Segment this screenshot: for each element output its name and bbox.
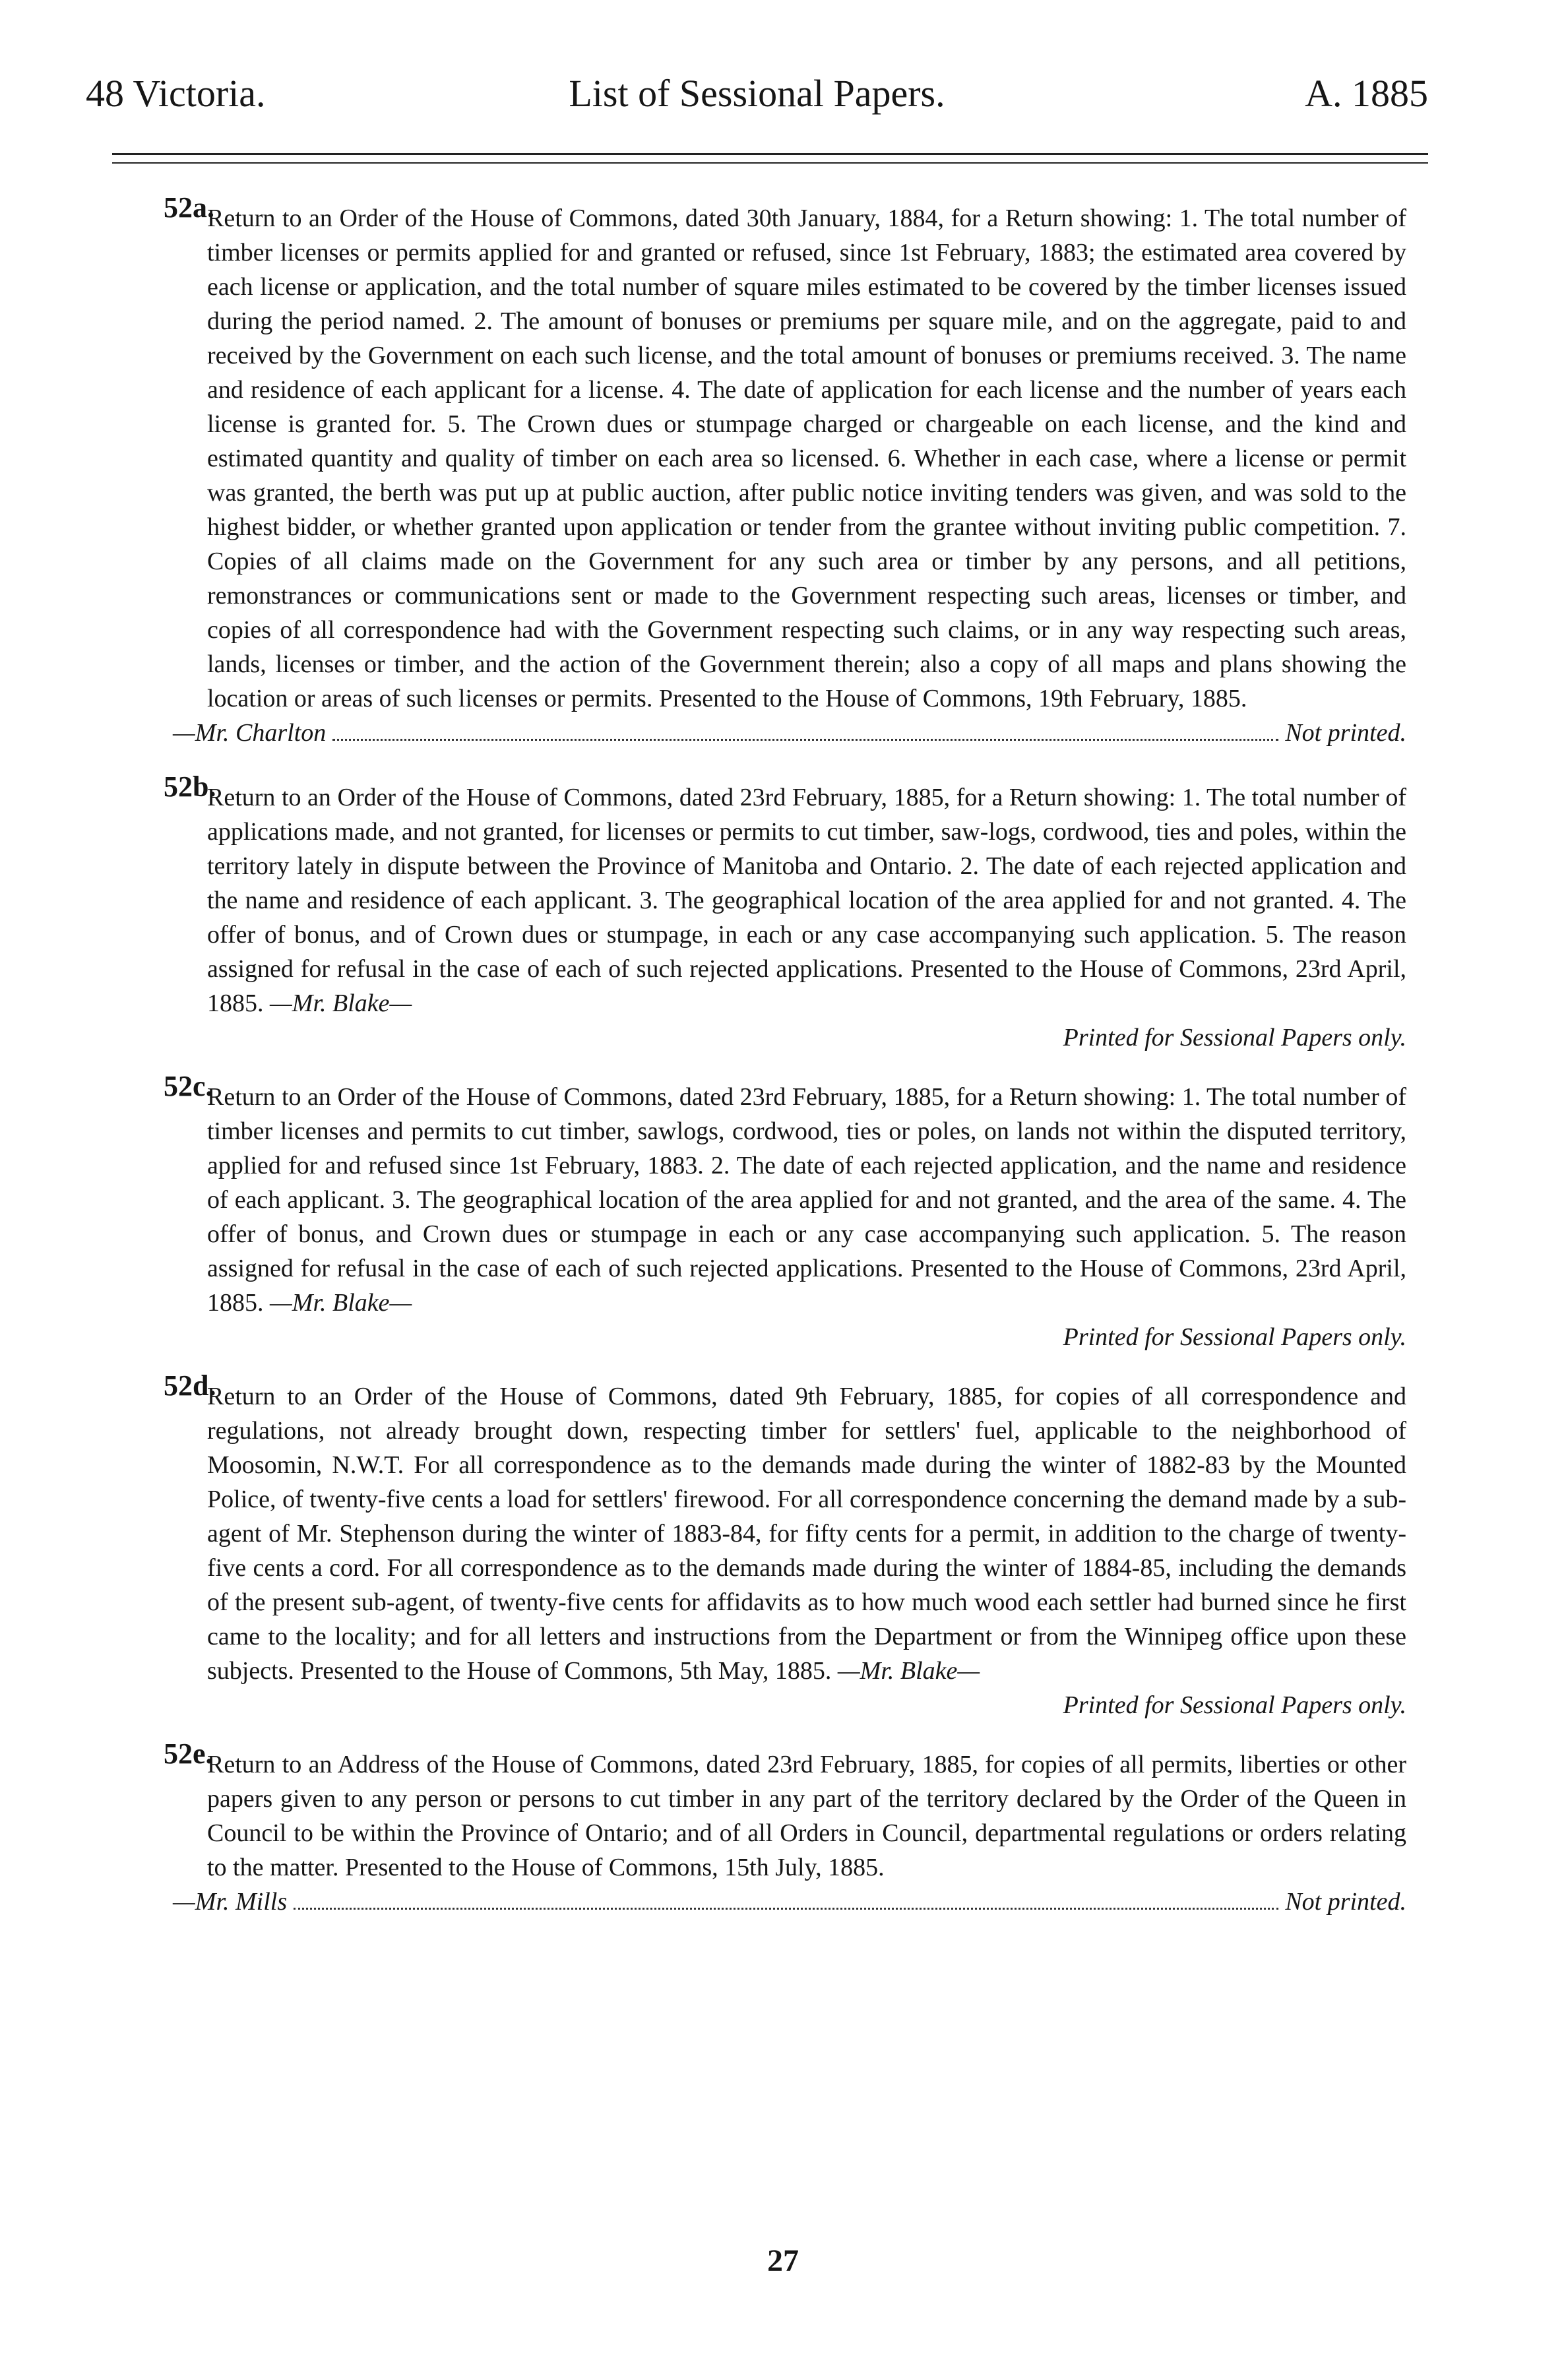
page-number: 27 — [767, 2243, 799, 2278]
header-rule-thin — [112, 162, 1428, 164]
header-session: 48 Victoria. — [86, 72, 266, 115]
entry-mover: —Mr. Blake— — [270, 1289, 412, 1317]
entry-52a — [164, 191, 1406, 750]
entry-text: Return to an Order of the House of Commons, dated 9th February, 1885, for copies of all correspondence and regulations, not already brought down, respecting timber for settlers' fuel, applicable to the neighborhood of Moosomin, N.W.T. For all correspondence as to the demands made during the winter of 1882-83 by the Mounted Police, of twenty-five cents a load for settlers' firewood. For all correspondence concerning the demand made by a sub-agent of Mr. Stephenson during the winter of 1883-84, for fifty cents for a permit, in addition to the charge of twenty-five cents a cord. For all correspondence as to the demands made during the winter of 1884-85, including the demands of the present sub-agent, of twenty-five cents for affidavits as to how much wood each settler had burned since he first came to the locality; and for all letters and instructions from the Department or from the Winnipeg office upon these subjects. Presented to the House of Commons, 5th May, 1885. —Mr. Blake— — [207, 1383, 1406, 1685]
print-status: Not printed. — [1285, 719, 1406, 747]
entry-52c — [164, 1070, 1406, 1354]
header-rule — [112, 153, 1428, 155]
entry-text: Return to an Order of the House of Commons, dated 30th January, 1884, for a Return showing: 1. The total number of timber licenses or permits applied for and granted or refused, since 1st February, 1883; the estimated area covered by each license or application, and the total number of square miles estimated to be covered by the timber licenses issued during the period named. 2. The amount of bonuses or premiums per square mile, and on the aggregate, paid to and received by the Government on each such license, and the total amount of bonuses or premiums received. 3. The name and residence of each applicant for a license. 4. The date of application for each license and the number of years each license is granted for. 5. The Crown dues or stumpage charged or chargeable on each license, and the kind and estimated quantity and quality of timber on each area so licensed. 6. Whether in each case, where a license or permit was granted, the berth was put up at public auction, after public notice inviting tenders was given, and was sold to the highest bidder, or whether granted upon application or tender from the grantee without inviting public competition. 7. Copies of all claims made on the Government for any such area or timber by any persons, and all petitions, remonstrances or communications sent or made to the Government respecting such areas, licenses or timber, and copies of all correspondence had with the Government respecting such claims, or in any way respecting such areas, lands, licenses or timber, and the action of the Government therein; also a copy of all maps and plans showing the location or areas of such licenses or permits. Presented to the House of Commons, 19th February, 1885. — [207, 204, 1406, 712]
dot-leader — [294, 1908, 1278, 1910]
entry-mover: —Mr. Mills — [173, 1888, 288, 1916]
entry-52d — [164, 1369, 1406, 1722]
dot-leader — [332, 739, 1278, 741]
entry-number: 52e. — [164, 1738, 213, 1770]
header-year: A. 1885 — [1305, 72, 1428, 115]
entry-number: 52b. — [164, 770, 216, 803]
entry-52e — [164, 1738, 1406, 1919]
entry-number: 52d. — [164, 1369, 216, 1402]
entry-mover: —Mr. Blake— — [270, 989, 412, 1017]
entry-text: Return to an Order of the House of Commons, dated 23rd February, 1885, for a Return showing: 1. The total number of applications made, and not granted, for licenses or permits to cut timber, saw-logs, cordwood, ties and poles, within the territory lately in dispute between the Province of Manitoba and Ontario. 2. The date of each rejected application and the name and residence of each applicant. 3. The geographical location of the area applied for and not granted. 4. The offer of bonus, and of Crown dues or stumpage, in each or any case accompanying such application. 5. The reason assigned for refusal in the case of each of such rejected applications. Presented to the House of Commons, 23rd April, 1885. —Mr. Blake— — [207, 784, 1406, 1017]
header-title: List of Sessional Papers. — [569, 72, 945, 115]
print-status: Printed for Sessional Papers only. — [1063, 1691, 1406, 1719]
sessional-paper-list — [164, 191, 1406, 1919]
print-status: Not printed. — [1285, 1888, 1406, 1916]
print-status: Printed for Sessional Papers only. — [1063, 1323, 1406, 1351]
entry-text: Return to an Order of the House of Commons, dated 23rd February, 1885, for a Return showing: 1. The total number of timber licenses and permits to cut timber, sawlogs, cordwood, ties or poles, on lands not within the disputed territory, applied for and refused since 1st February, 1883. 2. The date of each rejected application, and the name and residence of each applicant. 3. The geographical location of the area applied for and not granted, and the area of the same. 4. The offer of bonus, and Crown dues or stumpage in each or any case accompanying such application. 5. The reason assigned for refusal in the case of each of such rejected applications. Presented to the House of Commons, 23rd April, 1885. —Mr. Blake— — [207, 1083, 1406, 1317]
entry-number: 52a. — [164, 191, 214, 224]
entry-52b — [164, 770, 1406, 1055]
running-header — [86, 66, 1428, 139]
entry-mover: —Mr. Charlton — [173, 719, 327, 747]
entry-footer — [173, 716, 1406, 750]
entry-mover: —Mr. Blake— — [837, 1657, 980, 1685]
entry-footer — [173, 1885, 1406, 1919]
print-status: Printed for Sessional Papers only. — [1063, 1024, 1406, 1051]
entry-number: 52c. — [164, 1070, 213, 1102]
entry-text: Return to an Address of the House of Commons, dated 23rd February, 1885, for copies of all permits, liberties or other papers given to any person or persons to cut timber in any part of the territory declared by the Order of the Queen in Council to be within the Province of Ontario; and of all Orders in Council, departmental regulations or orders relating to the matter. Presented to the House of Commons, 15th July, 1885. — [207, 1751, 1406, 1881]
